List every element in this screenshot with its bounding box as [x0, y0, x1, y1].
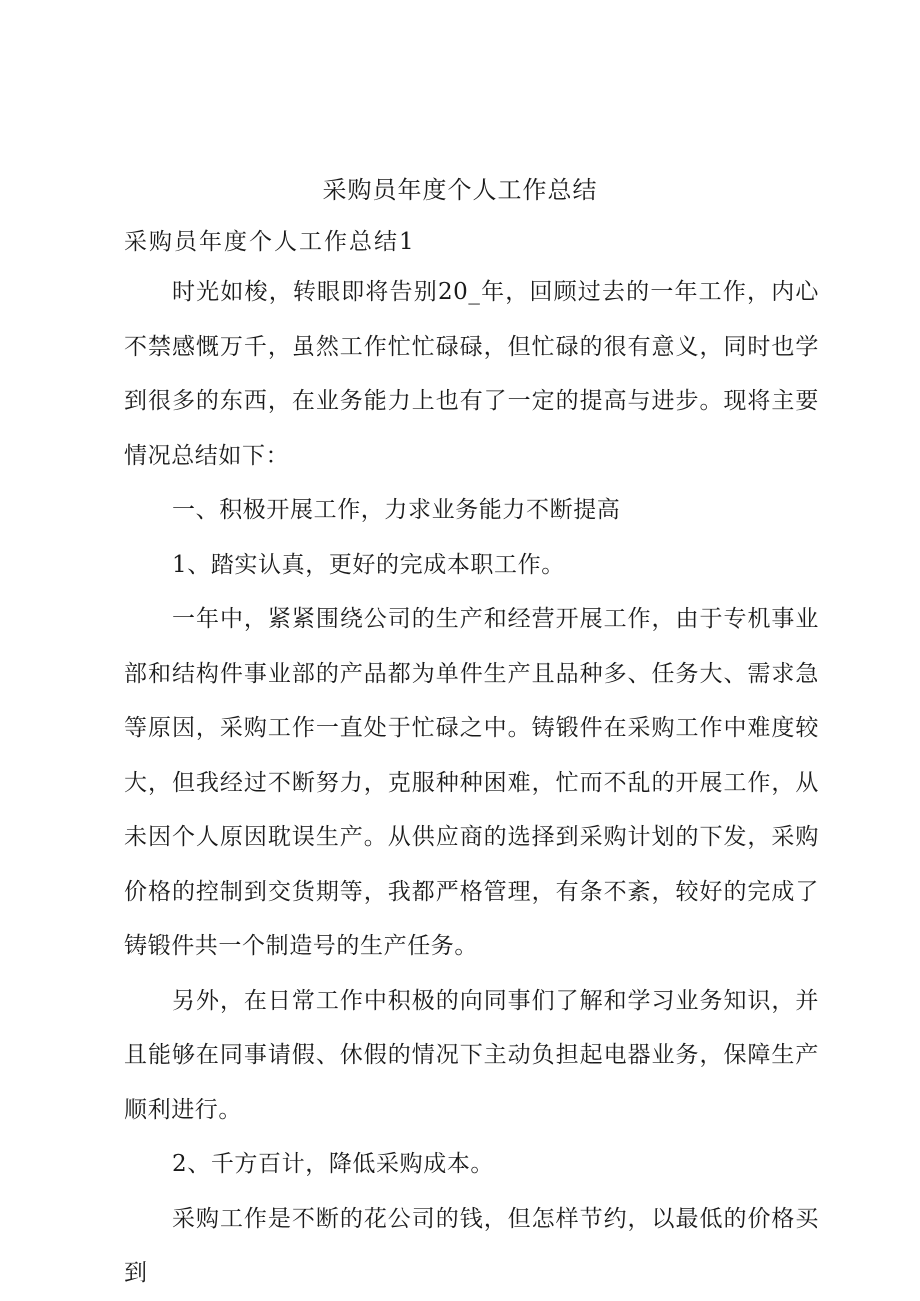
- document-title: 采购员年度个人工作总结: [322, 176, 598, 204]
- paragraph-cost: 采购工作是不断的花公司的钱，但怎样节约，以最低的价格买到: [124, 1205, 819, 1286]
- paragraph-intro: 时光如梭，转眼即将告别20_年，回顾过去的一年工作，内心不禁感慨万千，虽然工作忙忙碌碌，但忙碌的很有意义，同时也学到很多的东西，在业务能力上也有了一定的提高与进步。现将主要情况总结如下：: [124, 279, 819, 469]
- heading-item-2: 2、千方百计，降低采购成本。: [172, 1151, 495, 1177]
- section-subtitle: 采购员年度个人工作总结1: [124, 229, 416, 255]
- paragraph-additional: 另外，在日常工作中积极的向同事们了解和学习业务知识，并且能够在同事请假、休假的情况下主动负担起电器业务，保障生产顺利进行。: [124, 987, 819, 1123]
- document-body: [124, 265, 819, 1301]
- heading-section-1: 一、积极开展工作，力求业务能力不断提高: [172, 497, 621, 523]
- heading-item-1: 1、踏实认真，更好的完成本职工作。: [172, 551, 565, 578]
- paragraph-work-details: 一年中，紧紧围绕公司的生产和经营开展工作，由于专机事业部和结构件事业部的产品都为单件生产且品种多、任务大、需求急等原因，采购工作一直处于忙碌之中。铸锻件在采购工作中难度较大，但我经过不断努力，克服种种困难，忙而不乱的开展工作，从未因个人原因耽误生产。从供应商的选择到采购计划的下发，采购价格的控制到交货期等，我都严格管理，有条不紊，较好的完成了铸锻件共一个制造号的生产任务。: [124, 606, 819, 959]
